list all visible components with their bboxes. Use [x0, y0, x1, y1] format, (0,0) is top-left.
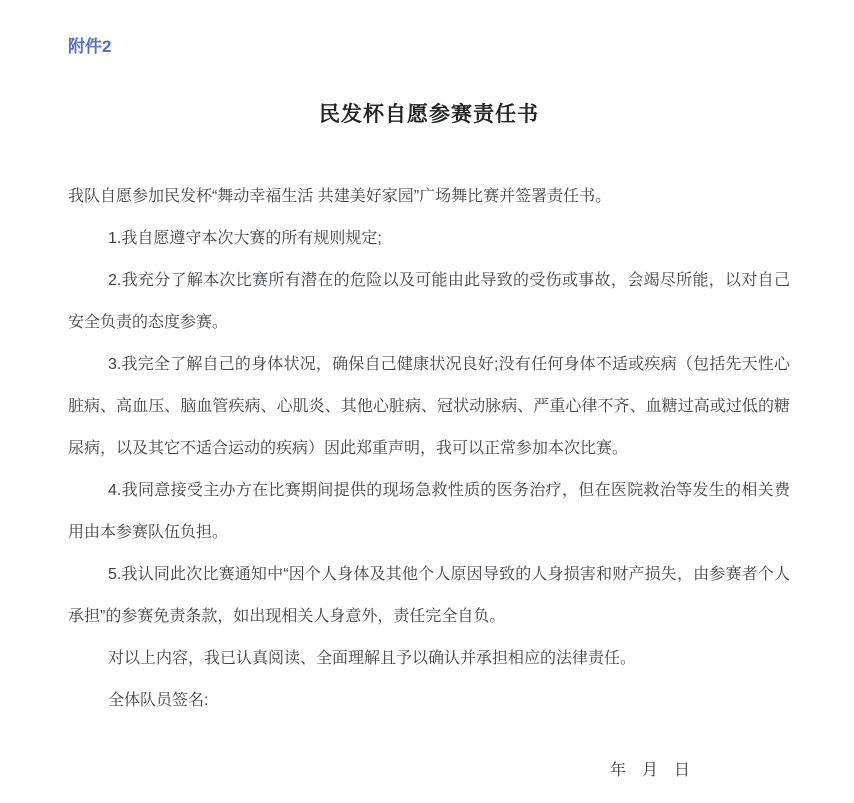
- document-title: 民发杯自愿参赛责任书: [319, 103, 539, 126]
- attachment-label: 附件2: [68, 37, 112, 56]
- document-body: [68, 176, 790, 722]
- clause-2-paragraph: 2.我充分了解本次比赛所有潜在的危险以及可能由此导致的受伤或事故，会竭尽所能，以对自己安全负责的态度参赛。: [68, 272, 790, 331]
- clause-5-paragraph: 5.我认同此次比赛通知中“因个人身体及其他个人原因导致的人身损害和财产损失，由参赛者个人承担”的参赛免责条款，如出现相关人身意外，责任完全自负。: [68, 566, 790, 625]
- intro-paragraph: 我队自愿参加民发杯“舞动幸福生活 共建美好家园”广场舞比赛并签署责任书。: [68, 188, 612, 205]
- signature-label: 全体队员签名:: [108, 692, 209, 709]
- confirmation-paragraph: 对以上内容，我已认真阅读、全面理解且予以确认并承担相应的法律责任。: [108, 650, 637, 667]
- clause-1-paragraph: 1.我自愿遵守本次大赛的所有规则规定;: [108, 230, 382, 247]
- clause-3-paragraph: 3.我完全了解自己的身体状况，确保自己健康状况良好;没有任何身体不适或疾病（包括先天性心脏病、高血压、脑血管疾病、心肌炎、其他心脏病、冠状动脉病、严重心律不齐、血糖过高或过低的糖尿病，以及其它不适合运动的疾病）因此郑重声明，我可以正常参加本次比赛。: [68, 356, 790, 457]
- date-line: 年 月 日: [609, 762, 690, 779]
- clause-4-paragraph: 4.我同意接受主办方在比赛期间提供的现场急救性质的医务治疗，但在医院救治等发生的相关费用由本参赛队伍负担。: [68, 482, 790, 541]
